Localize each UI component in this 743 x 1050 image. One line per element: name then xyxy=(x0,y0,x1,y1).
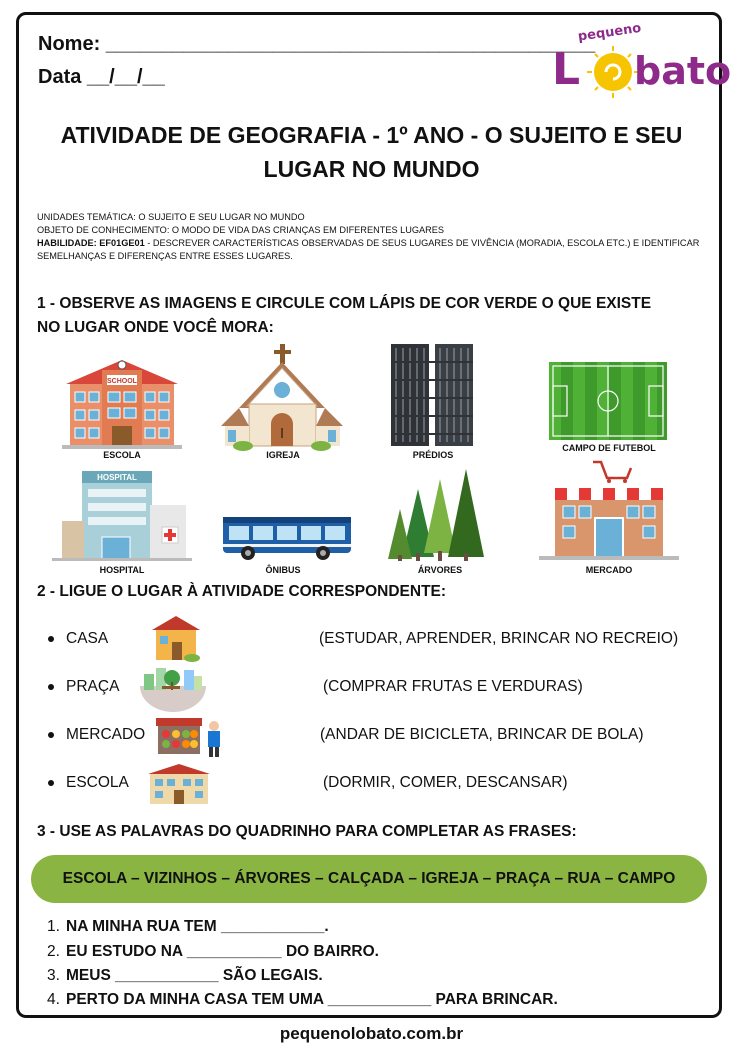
hospital-image xyxy=(52,465,192,561)
question-1-title: 1 - OBSERVE AS IMAGENS E CIRCULE COM LÁPIS DE COR VERDE O QUE EXISTE NO LUGAR ONDE VOCÊ MORA: xyxy=(37,295,652,336)
sentence-3[interactable]: 3. MEUS ____________ SÃO LEGAIS. xyxy=(47,967,323,984)
question-3-title: 3 - USE AS PALAVRAS DO QUADRINHO PARA COMPLETAR AS FRASES: xyxy=(37,823,577,840)
market-card[interactable] xyxy=(539,458,679,576)
svg-text:bato: bato xyxy=(634,49,732,93)
date-field[interactable]: Data __/__/__ xyxy=(38,66,165,88)
place-escola[interactable]: ESCOLA xyxy=(48,774,129,792)
sentence-4[interactable]: 4. PERTO DA MINHA CASA TEM UMA ____________ PARA BRINCAR. xyxy=(47,991,558,1008)
sentence-2[interactable]: 2. EU ESTUDO NA ___________ DO BAIRRO. xyxy=(47,943,379,960)
school-icon xyxy=(146,762,212,806)
question-2-title: 2 - LIGUE O LUGAR À ATIVIDADE CORRESPONDENTE: xyxy=(37,583,447,600)
bus-image xyxy=(213,465,353,561)
svg-text:SCHOOL: SCHOOL xyxy=(107,378,137,385)
buildings-image xyxy=(363,342,503,452)
house-icon xyxy=(150,614,202,662)
svg-text:L: L xyxy=(552,44,581,95)
trees-image xyxy=(370,465,510,561)
church-image xyxy=(213,342,353,452)
market-stall-icon xyxy=(152,714,232,758)
bus-card[interactable] xyxy=(213,465,353,583)
activity-4[interactable]: (DORMIR, COMER, DESCANSAR) xyxy=(323,774,568,791)
church-card[interactable] xyxy=(213,342,353,460)
activity-2[interactable]: (COMPRAR FRUTAS E VERDURAS) xyxy=(323,678,583,695)
buildings-card[interactable] xyxy=(363,342,503,460)
soccer-field-image xyxy=(539,342,679,442)
label-escola: ESCOLA xyxy=(103,450,141,460)
school-card[interactable] xyxy=(52,342,192,460)
park-icon xyxy=(138,660,208,712)
label-campo-futebol: CAMPO DE FUTEBOL xyxy=(562,443,656,453)
pequeno-lobato-logo xyxy=(550,20,732,102)
curriculum-info: UNIDADES TEMÁTICA: O SUJEITO E SEU LUGAR NO MUNDO OBJETO DE CONHECIMENTO: O MODO DE VIDA DAS CRIANÇAS EM DIFERENTES LUGARES HABILIDADE: EF01GE01 - DESCREVER CARACTERÍSTICAS OBSERVADAS DE SEUS LUGARES DE VIVÊNCIA (MORADIA, ESCOLA ETC.) E IDENTIFICAR SEMELHANÇAS E DIFERENÇAS ENTRE ESSES LUGARES. xyxy=(37,212,700,261)
activity-1[interactable]: (ESTUDAR, APRENDER, BRINCAR NO RECREIO) xyxy=(319,630,679,647)
place-mercado[interactable]: MERCADO xyxy=(48,726,145,744)
svg-text:pequeno: pequeno xyxy=(577,20,643,45)
trees-card[interactable] xyxy=(370,465,510,583)
label-onibus: ÔNIBUS xyxy=(265,565,301,575)
market-image xyxy=(539,458,679,562)
hospital-card[interactable] xyxy=(52,465,192,583)
label-predios: PRÉDIOS xyxy=(412,450,454,460)
word-bank: ESCOLA – VIZINHOS – ÁRVORES – CALÇADA – IGREJA – PRAÇA – RUA – CAMPO xyxy=(31,855,707,903)
name-field[interactable]: Nome: ____________________________________________ xyxy=(38,33,596,55)
footer-url[interactable]: pequenolobato.com.br xyxy=(279,1024,464,1043)
activity-3[interactable]: (ANDAR DE BICICLETA, BRINCAR DE BOLA) xyxy=(320,726,644,743)
sentence-1[interactable]: 1. NA MINHA RUA TEM ____________. xyxy=(47,918,329,935)
label-igreja: IGREJA xyxy=(266,450,300,460)
label-hospital: HOSPITAL xyxy=(99,565,145,575)
label-mercado: MERCADO xyxy=(585,565,633,575)
svg-text:HOSPITAL: HOSPITAL xyxy=(97,473,137,482)
place-praca[interactable]: PRAÇA xyxy=(48,678,119,696)
place-casa[interactable]: CASA xyxy=(48,630,108,648)
page-title: ATIVIDADE DE GEOGRAFIA - 1º ANO - O SUJEITO E SEU LUGAR NO MUNDO xyxy=(60,122,683,182)
soccer-field-card[interactable] xyxy=(539,342,679,460)
label-arvores: ÁRVORES xyxy=(417,565,463,575)
school-image xyxy=(52,342,192,452)
